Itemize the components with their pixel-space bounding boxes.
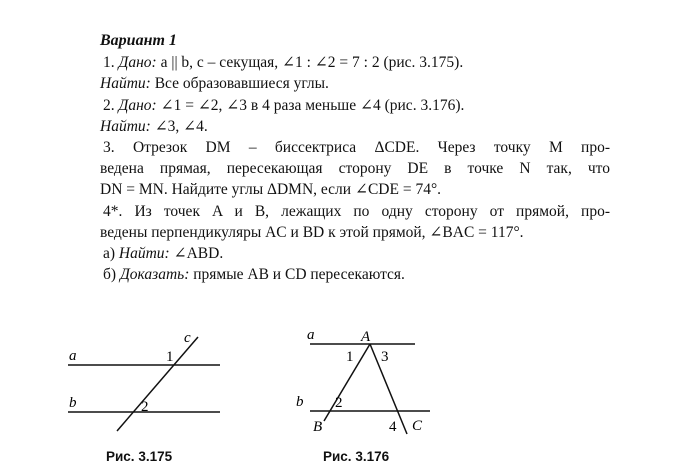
problem-1-given-label: Дано: <box>118 54 157 72</box>
problem-2-find <box>100 116 610 137</box>
problem-4-a-label: Найти: <box>118 245 170 263</box>
problem-4-b-prefix: б) <box>103 266 117 284</box>
label-a: a <box>307 327 315 343</box>
problem-1-find <box>100 73 610 94</box>
caption-3-175: Рис. 3.175 <box>106 449 173 464</box>
label-A: A <box>361 329 371 345</box>
problem-2-given <box>100 95 610 116</box>
figure-3-175 <box>60 325 230 435</box>
problem-2-given-text: ∠1 = ∠2, ∠3 в 4 раза меньше ∠4 (рис. 3.176). <box>160 96 465 114</box>
label-angle-1: 1 <box>346 349 354 365</box>
problem-4-a-prefix: а) <box>103 245 116 263</box>
label-angle-2: 2 <box>335 395 343 411</box>
problem-3-line-2: ведена прямая, пересекающая сторону DE в точке N так, что <box>100 160 610 178</box>
problem-4-b-text: прямые AB и CD пересекаются. <box>193 266 405 284</box>
problem-2-find-text: ∠3, ∠4. <box>154 117 208 135</box>
problem-4-b-label: Доказать: <box>119 266 190 284</box>
problem-text <box>100 30 610 285</box>
variant-title: Вариант 1 <box>100 32 177 49</box>
label-b: b <box>296 394 304 410</box>
problem-4-part-b <box>100 264 610 285</box>
problem-1-find-text: Все образовавшиеся углы. <box>154 75 329 93</box>
secant-c <box>117 337 198 431</box>
label-angle-3: 3 <box>381 349 389 365</box>
label-C: C <box>412 418 423 434</box>
problem-2-find-label: Найти: <box>100 117 151 135</box>
problem-4-line-2: ведены перпендикуляры AC и BD к этой прямой, ∠BAC = 117°. <box>100 223 524 241</box>
label-angle-2: 2 <box>141 399 149 415</box>
problem-1-given <box>100 52 610 73</box>
problem-1-find-label: Найти: <box>100 75 151 93</box>
label-angle-4: 4 <box>389 419 397 435</box>
problem-3-line-1: 3. Отрезок DM – биссектриса ΔCDE. Через точку M про- <box>103 139 610 157</box>
figure-3-176 <box>290 325 440 440</box>
problem-3-line-3: DN = MN. Найдите углы ΔDMN, если ∠CDE = 74°. <box>100 181 442 199</box>
problem-4-part-a <box>100 243 610 264</box>
label-B: B <box>313 419 323 435</box>
problem-1-given-text: a || b, c – секущая, ∠1 : ∠2 = 7 : 2 (рис. 3.175). <box>160 54 464 72</box>
problem-4-a-text: ∠ABD. <box>173 245 224 263</box>
label-c: c <box>184 330 191 346</box>
problem-4-line-1: 4*. Из точек A и B, лежащих по одну сторону от прямой, про- <box>103 202 610 220</box>
problem-2-number: 2. <box>103 96 115 114</box>
label-a: a <box>69 348 77 364</box>
problem-2-given-label: Дано: <box>118 96 157 114</box>
caption-3-176: Рис. 3.176 <box>323 449 390 464</box>
problem-1-number: 1. <box>103 54 115 72</box>
label-b: b <box>69 395 77 411</box>
label-angle-1: 1 <box>166 349 174 365</box>
